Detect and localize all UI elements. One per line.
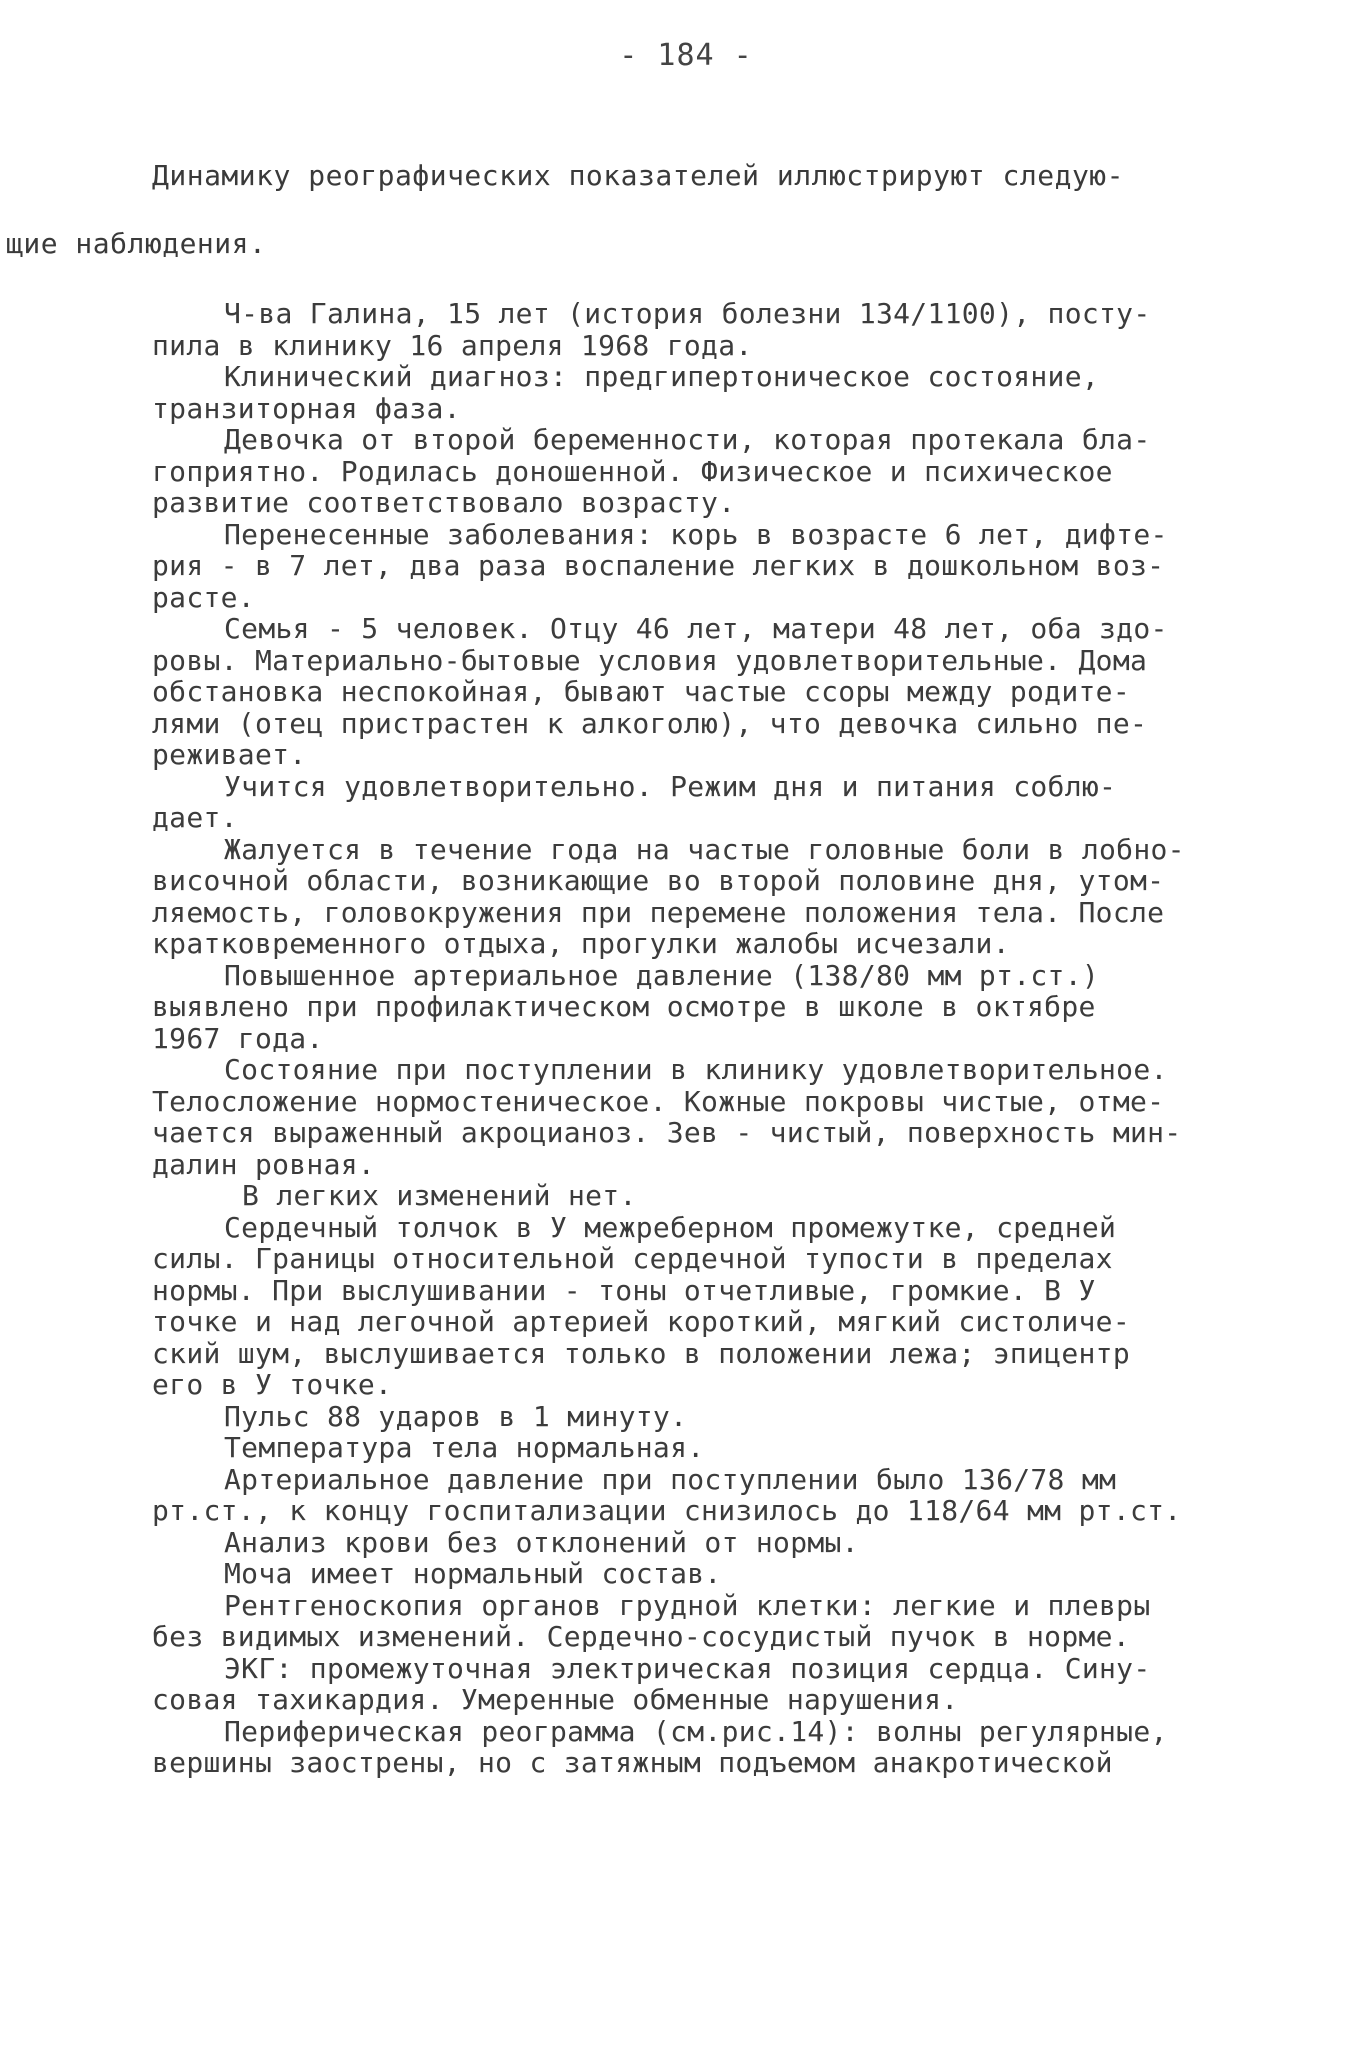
paragraph [152, 298, 1282, 361]
paragraph [152, 1653, 1282, 1716]
text-line: лями (отец пристрастен к алкоголю), что девочка сильно пе- [152, 706, 1148, 740]
text-line: нормы. При выслушивании - тоны отчетливые, громкие. В У [152, 1273, 1096, 1307]
text-line: далин ровная. [152, 1147, 376, 1181]
paragraph [152, 1432, 1282, 1464]
text-line: чается выраженный акроцианоз. Зев - чистый, поверхность мин- [152, 1116, 1182, 1149]
text-line: без видимых изменений. Сердечно-сосудистый пучок в норме. [152, 1620, 1130, 1653]
paragraph [152, 1590, 1282, 1653]
text-line: Девочка от второй беременности, которая протекала бла- [224, 423, 1151, 456]
paragraph [152, 834, 1282, 960]
text-line: Перенесенные заболевания: корь в возрасте 6 лет, дифте- [224, 517, 1168, 551]
text-line: Температура тела нормальная. [224, 1431, 705, 1464]
text-line: обстановка неспокойная, бывают частые ссоры между родите- [152, 675, 1130, 708]
text-line: ский шум, выслушивается только в положении лежа; эпицентр [152, 1336, 1130, 1370]
paragraph [152, 519, 1282, 614]
text-line: Клинический диагноз: предгипертоническое состояние, [224, 360, 1100, 393]
text-line: развитие соответствовало возрасту. [152, 486, 736, 519]
text-line: височной области, возникающие во второй половине дня, утом- [152, 864, 1165, 897]
text-line: Артериальное давление при поступлении было 136/78 мм [224, 1462, 1117, 1496]
text-line: расте. [152, 580, 255, 614]
paragraph [152, 1716, 1282, 1779]
paragraph [152, 613, 1282, 771]
paragraph [152, 1212, 1282, 1401]
text-line: Повышенное артериальное давление (138/80 мм рт.ст.) [224, 958, 1100, 992]
case-description [152, 298, 1282, 1779]
paragraph [152, 424, 1282, 519]
text-line: Учится удовлетворительно. Режим дня и питания соблю- [224, 769, 1117, 803]
text-line: Телосложение нормостеническое. Кожные покровы чистые, отме- [152, 1084, 1165, 1118]
text-line: Рентгеноскопия органов грудной клетки: легкие и плевры [224, 1588, 1151, 1622]
paragraph [152, 1558, 1282, 1590]
paragraph [152, 960, 1282, 1055]
text-line: Сердечный толчок в У межреберном промежутке, средней [224, 1210, 1117, 1244]
text-line: Жалуется в течение года на частые головные боли в лобно- [224, 832, 1185, 866]
text-line: Анализ крови без отклонений от нормы. [224, 1525, 859, 1559]
text-line: кратковременного отдыха, прогулки жалобы исчезали. [152, 927, 1010, 960]
text-line: ровы. Материально-бытовые условия удовлетворительные. Дома [152, 643, 1148, 677]
text-line: его в У точке. [152, 1368, 393, 1401]
text-line: ляемость, головокружения при перемене положения тела. После [152, 895, 1165, 929]
text-line: В легких изменений нет. [242, 1179, 637, 1212]
text-line: транзиторная фаза. [152, 391, 461, 425]
text-line: выявлено при профилактическом осмотре в школе в октябре [152, 990, 1096, 1023]
text-line: совая тахикардия. Умеренные обменные нарушения. [152, 1683, 959, 1716]
text-line: Состояние при поступлении в клинику удовлетворительное. [224, 1053, 1168, 1086]
text-line: Моча имеет нормальный состав. [224, 1557, 722, 1590]
text-line: вершины заострены, но с затяжным подъемом анакротической [152, 1746, 1113, 1779]
text-line: пила в клинику 16 апреля 1968 года. [152, 328, 753, 362]
text-line: реживает. [152, 738, 307, 771]
text-line: 1967 года. [152, 1021, 324, 1055]
paragraph [152, 361, 1282, 424]
intro-line: щие наблюдения. [6, 227, 267, 260]
paragraph [152, 1180, 1282, 1212]
intro-text [0, 142, 1372, 278]
paragraph [152, 1527, 1282, 1559]
intro-line: Динамику реографических показателей иллюстрируют следую- [152, 159, 1125, 192]
text-line: рт.ст., к концу госпитализации снизилось до 118/64 мм рт.ст. [152, 1494, 1182, 1527]
paragraph [152, 1464, 1282, 1527]
text-line: Семья - 5 человек. Отцу 46 лет, матери 48 лет, оба здо- [224, 612, 1168, 645]
text-line: гоприятно. Родилась доношенной. Физическое и психическое [152, 454, 1113, 488]
text-line: Периферическая реограмма (см.рис.14): волны регулярные, [224, 1714, 1168, 1748]
paragraph [152, 1401, 1282, 1433]
paragraph [152, 771, 1282, 834]
page-number: - 184 - [619, 38, 753, 73]
text-line: точке и над легочной артерией короткий, мягкий систоличе- [152, 1305, 1130, 1338]
paragraph [152, 1054, 1282, 1180]
text-line: Пульс 88 ударов в 1 минуту. [224, 1399, 688, 1433]
text-line: силы. Границы относительной сердечной тупости в пределах [152, 1242, 1113, 1275]
text-line: Ч-ва Галина, 15 лет (история болезни 134/1100), посту- [224, 297, 1151, 330]
text-line: рия - в 7 лет, два раза воспаление легких в дошкольном воз- [152, 549, 1165, 582]
text-line: ЭКГ: промежуточная электрическая позиция сердца. Сину- [224, 1651, 1151, 1685]
text-line: дает. [152, 801, 238, 834]
